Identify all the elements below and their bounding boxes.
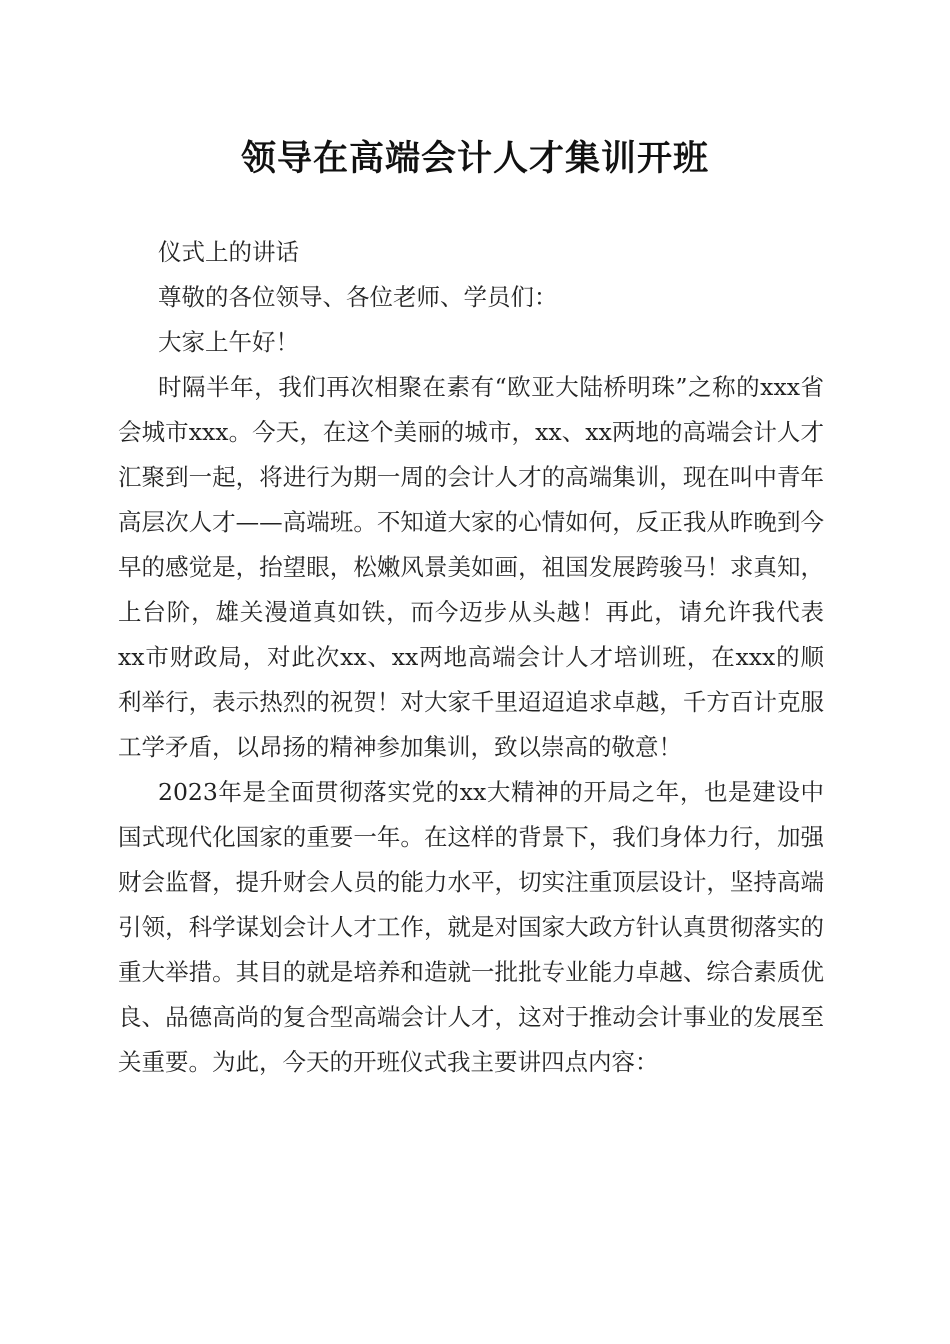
document-title: 领导在高端会计人才集训开班 xyxy=(240,138,709,179)
paragraph-greeting: 大家上午好！ xyxy=(158,328,299,356)
paragraph-background: 2023年是全面贯彻落实党的xx大精神的开局之年，也是建设中国式现代化国家的重要一年。在这样的背景下，我们身体力行，加强财会监督，提升财会人员的能力水平，切实注重顶层设计，坚持高端引领，科学谋划会计人才工作，就是对国家大政方针认真贯彻落实的重大举措。其目的就是培养和造就一批批专业能力卓越、综合素质优良、品德高尚的复合型高端会计人才，这对于推动会计事业的发展至关重要。为此，今天的开班仪式我主要讲四点内容： xyxy=(118,778,824,1076)
paragraph-title-continuation: 仪式上的讲话 xyxy=(158,238,299,266)
paragraph-salutation: 尊敬的各位领导、各位老师、学员们： xyxy=(158,283,558,311)
document-body xyxy=(118,230,824,1085)
paragraph-opening: 时隔半年，我们再次相聚在素有“欧亚大陆桥明珠”之称的xxx省会城市xxx。今天，在这个美丽的城市，xx、xx两地的高端会计人才汇聚到一起，将进行为期一周的会计人才的高端集训，现在叫中青年高层次人才——高端班。不知道大家的心情如何，反正我从昨晚到今早的感觉是，抬望眼，松嫩风景美如画，祖国发展跨骏马！求真知，上台阶，雄关漫道真如铁，而今迈步从头越！再此，请允许我代表xx市财政局，对此次xx、xx两地高端会计人才培训班，在xxx的顺利举行，表示热烈的祝贺！对大家千里迢迢追求卓越，千方百计克服工学矛盾，以昂扬的精神参加集训，致以崇高的敬意！ xyxy=(118,373,824,761)
